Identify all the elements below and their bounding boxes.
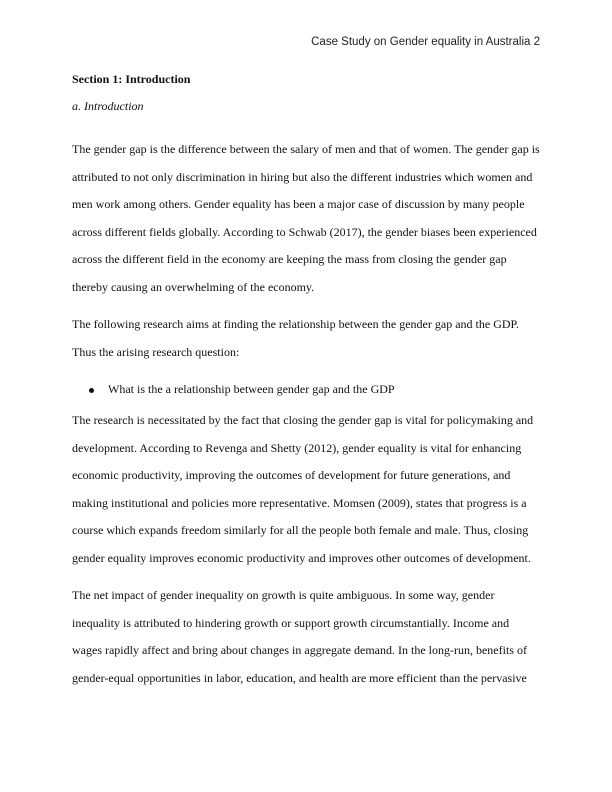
list-item: [72, 376, 540, 403]
subsection-title: a. Introduction: [72, 99, 144, 113]
paragraph-net-impact: The net impact of gender inequality on growth is quite ambiguous. In some way, gender inequality is attributed to hindering growth or support growth circumstantially. Income and wages rapidly affect and bring about changes in aggregate demand. In the long-run, benefits of gender-equal opportunities in labor, education, and health are more efficient than the pervasive: [72, 588, 527, 685]
paragraph-necessity: The research is necessitated by the fact that closing the gender gap is vital for policymaking and development. According to Revenga and Shetty (2012), gender equality is vital for enhancing economic productivity, improving the outcomes of development for future generations, and making institutional and policies more representative. Momsen (2009), states that progress is a course which expands freedom similarly for all the people both female and male. Thus, closing gender equality improves economic productivity and improves other outcomes of development.: [72, 413, 534, 565]
running-head: Case Study on Gender equality in Australia 2: [311, 36, 540, 48]
page-content: [72, 70, 540, 702]
bullet-icon: [89, 388, 94, 393]
paragraph-research-aim: The following research aims at finding the relationship between the gender gap and the GDP. Thus the arising research question:: [72, 317, 519, 359]
research-question-list: [72, 376, 540, 403]
paragraph-intro: The gender gap is the difference between the salary of men and that of women. The gender gap is attributed to not only discrimination in hiring but also the different industries which women and men work among others. Gender equality has been a major case of discussion by many people across different fields globally. According to Schwab (2017), the gender biases been experienced across the different field in the economy are keeping the mass from closing the gender gap thereby causing an overwhelming of the economy.: [72, 142, 540, 294]
section-title: Section 1: Introduction: [72, 72, 191, 86]
research-question-text: What is the a relationship between gender gap and the GDP: [108, 382, 395, 396]
